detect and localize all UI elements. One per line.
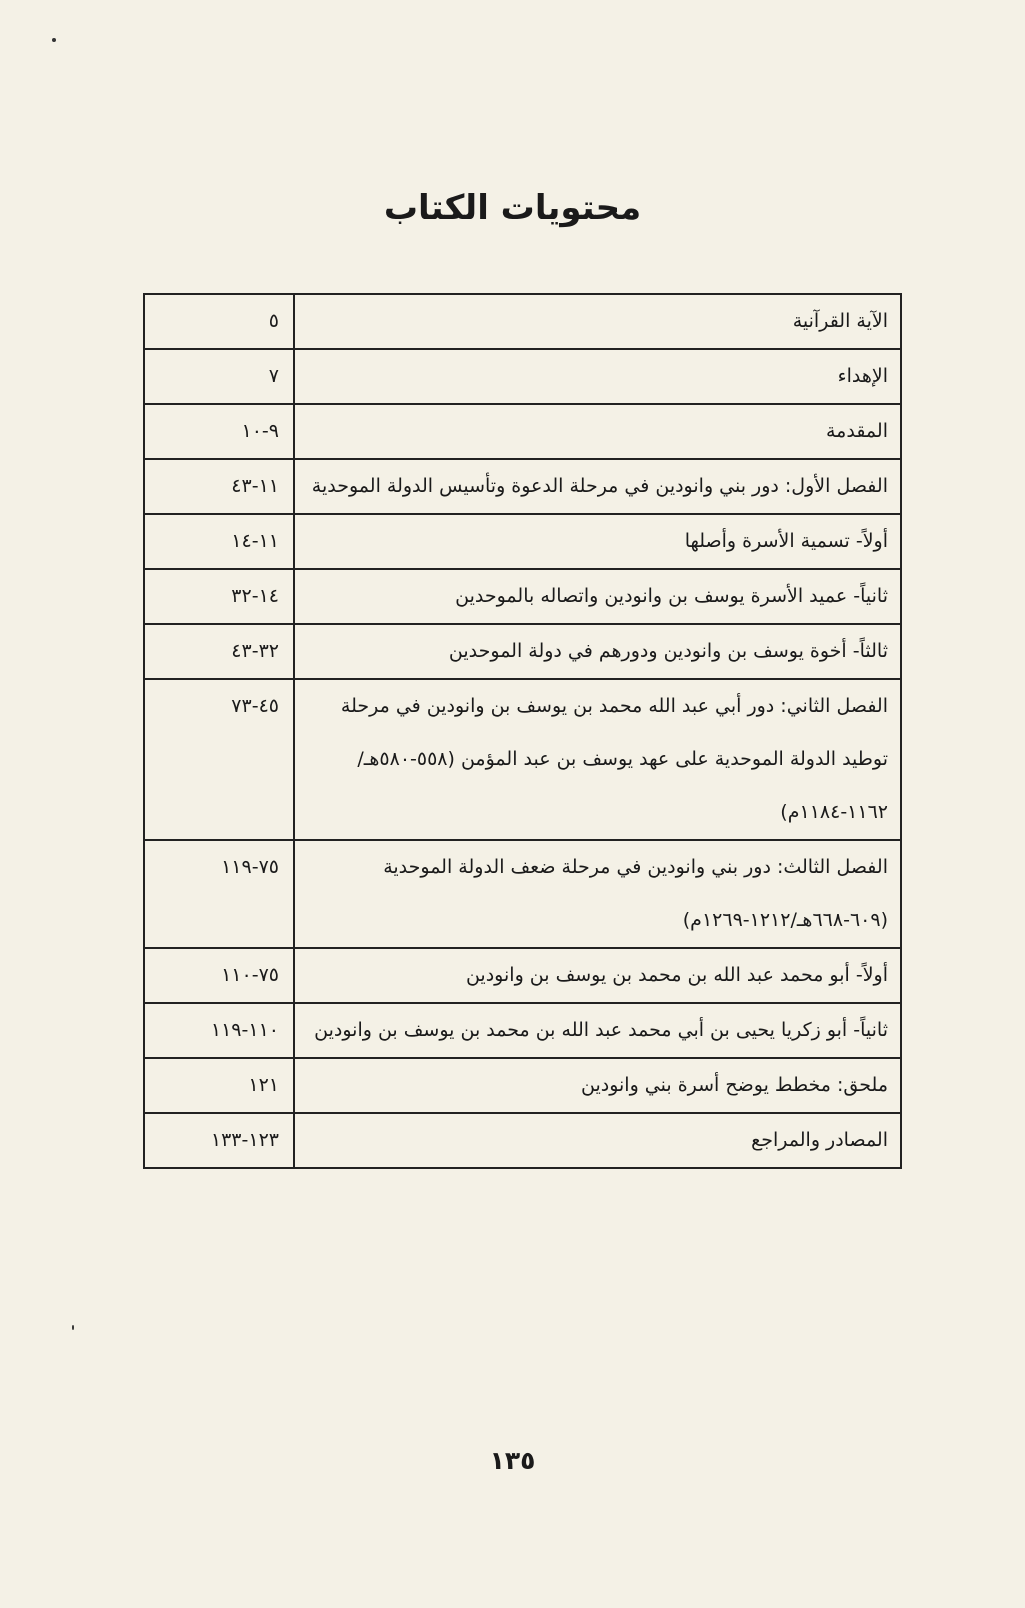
entry-title: أولاً- أبو محمد عبد الله بن محمد بن يوسف بن وانودين xyxy=(293,949,900,1002)
entry-title: الآية القرآنية xyxy=(293,295,900,348)
table-row xyxy=(145,680,900,841)
contents-table xyxy=(143,293,902,1169)
entry-title: الفصل الثاني: دور أبي عبد الله محمد بن يوسف بن وانودين في مرحلة توطيد الدولة الموحدية على عهد يوسف بن عبد المؤمن (٥٥٨-٥٨٠هـ/١١٦٢-١١٨٤م) xyxy=(293,680,900,839)
table-row xyxy=(145,570,900,625)
table-row xyxy=(145,405,900,460)
table-row xyxy=(145,350,900,405)
table-row xyxy=(145,1114,900,1167)
entry-title: الإهداء xyxy=(293,350,900,403)
page-number: ١٣٥ xyxy=(489,1446,536,1475)
entry-pages: ١٢١ xyxy=(248,1074,279,1096)
entry-pages: ١١-٤٣ xyxy=(231,475,279,497)
entry-title: ثانياً- أبو زكريا يحيى بن أبي محمد عبد الله بن محمد بن يوسف بن وانودين xyxy=(293,1004,900,1057)
paper-speck xyxy=(52,38,56,42)
table-row xyxy=(145,949,900,1004)
entry-pages: ٥ xyxy=(268,310,279,332)
entry-pages: ١١٠-١١٩ xyxy=(210,1019,279,1041)
paper-speck xyxy=(72,1325,74,1330)
entry-title: ملحق: مخطط يوضح أسرة بني وانودين xyxy=(293,1059,900,1112)
entry-title: ثالثاً- أخوة يوسف بن وانودين ودورهم في دولة الموحدين xyxy=(293,625,900,678)
entry-pages: ٧٥-١١٩ xyxy=(221,856,279,878)
entry-pages: ١١-١٤ xyxy=(231,530,279,552)
table-row xyxy=(145,1004,900,1059)
entry-title: أولاً- تسمية الأسرة وأصلها xyxy=(293,515,900,568)
table-row xyxy=(145,841,900,949)
entry-title: الفصل الثالث: دور بني وانودين في مرحلة ضعف الدولة الموحدية (٦٠٩-٦٦٨هـ/١٢١٢-١٢٦٩م) xyxy=(293,841,900,947)
entry-pages: ١٢٣-١٣٣ xyxy=(210,1129,279,1151)
page-title: محتويات الكتاب xyxy=(383,188,642,228)
entry-pages: ٩-١٠ xyxy=(241,420,279,442)
entry-title: ثانياً- عميد الأسرة يوسف بن وانودين واتصاله بالموحدين xyxy=(293,570,900,623)
table-row xyxy=(145,625,900,680)
table-row xyxy=(145,460,900,515)
table-row xyxy=(145,295,900,350)
entry-pages: ٧٥-١١٠ xyxy=(221,964,279,986)
table-row xyxy=(145,1059,900,1114)
entry-title: الفصل الأول: دور بني وانودين في مرحلة الدعوة وتأسيس الدولة الموحدية xyxy=(293,460,900,513)
entry-pages: ٣٢-٤٣ xyxy=(231,640,279,662)
entry-title: المصادر والمراجع xyxy=(293,1114,900,1167)
entry-pages: ١٤-٣٢ xyxy=(231,585,279,607)
entry-pages: ٤٥-٧٣ xyxy=(231,695,279,717)
entry-pages: ٧ xyxy=(268,365,279,387)
table-row xyxy=(145,515,900,570)
entry-title: المقدمة xyxy=(293,405,900,458)
